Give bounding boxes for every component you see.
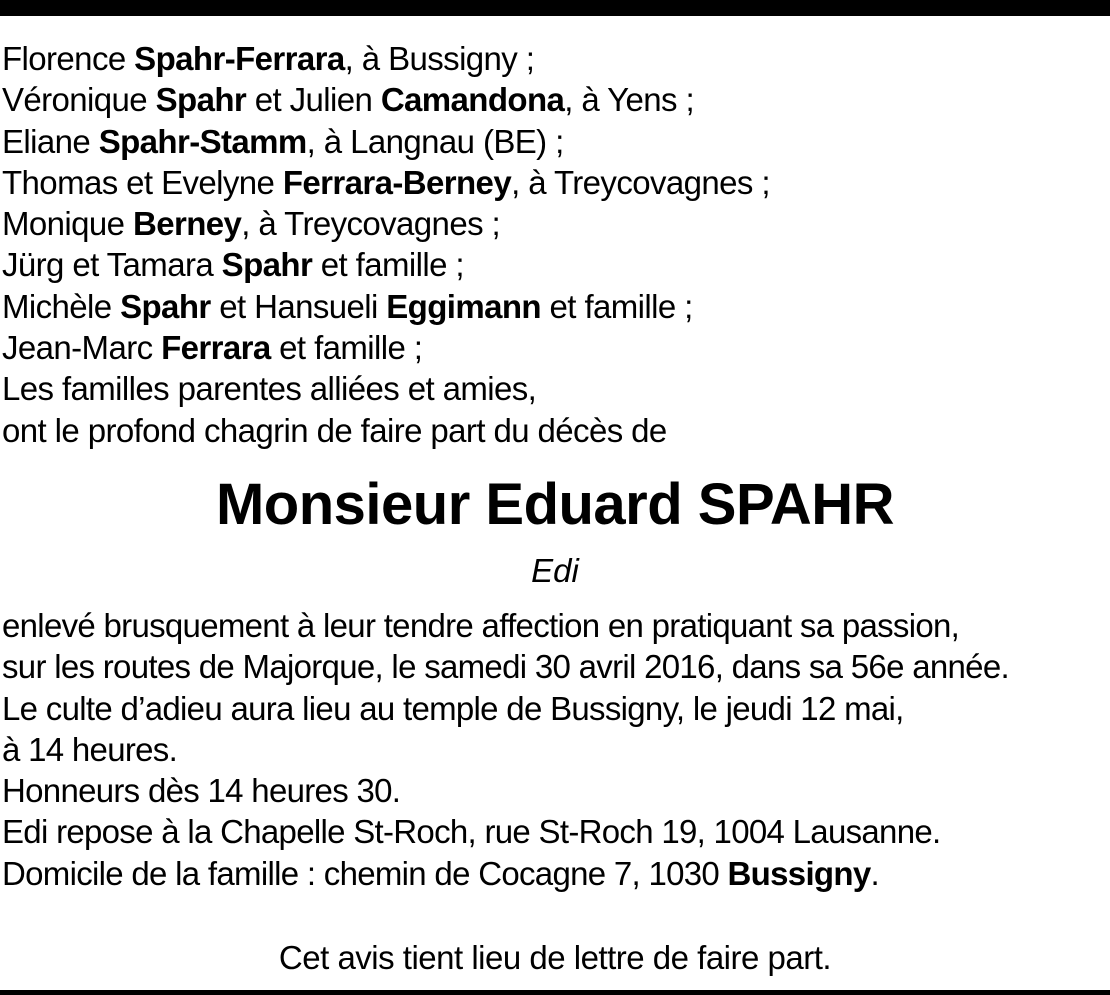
deceased-nickname: Edi: [531, 552, 579, 589]
family-line: Jean-Marc Ferrara et famille ;: [2, 329, 423, 367]
detail-line: Honneurs dès 14 heures 30.: [2, 772, 401, 810]
detail-line: Edi repose à la Chapelle St-Roch, rue St-Roch 19, 1004 Lausanne.: [2, 813, 941, 851]
detail-line: sur les routes de Majorque, le samedi 30 avril 2016, dans sa 56e année.: [2, 648, 1009, 686]
detail-line: Domicile de la famille : chemin de Cocagne 7, 1030 Bussigny.: [2, 854, 879, 892]
detail-line: Le culte d’adieu aura lieu au temple de Bussigny, le jeudi 12 mai,: [2, 689, 904, 727]
detail-line: à 14 heures.: [2, 730, 178, 768]
detail-line: enlevé brusquement à leur tendre affection en pratiquant sa passion,: [2, 607, 960, 644]
family-line: Les familles parentes alliées et amies,: [2, 370, 537, 408]
family-line: Thomas et Evelyne Ferrara-Berney, à Treycovagnes ;: [2, 163, 770, 201]
family-line: Jürg et Tamara Spahr et famille ;: [2, 246, 464, 284]
family-line: Eliane Spahr-Stamm, à Langnau (BE) ;: [2, 122, 564, 160]
notice-details: [2, 605, 1107, 894]
family-line: Monique Berney, à Treycovagnes ;: [2, 205, 501, 243]
bottom-rule: [0, 990, 1110, 995]
top-rule: [0, 0, 1110, 16]
family-list: [2, 38, 1102, 451]
family-line: Véronique Spahr et Julien Camandona, à Yens ;: [2, 81, 695, 119]
family-line: Michèle Spahr et Hansueli Eggimann et famille ;: [2, 287, 693, 325]
family-line: Florence Spahr-Ferrara, à Bussigny ;: [2, 40, 535, 77]
footer-note: Cet avis tient lieu de lettre de faire part.: [278, 939, 832, 976]
deceased-name: Monsieur Eduard SPAHR: [215, 472, 895, 537]
family-line: ont le profond chagrin de faire part du décès de: [2, 411, 667, 449]
